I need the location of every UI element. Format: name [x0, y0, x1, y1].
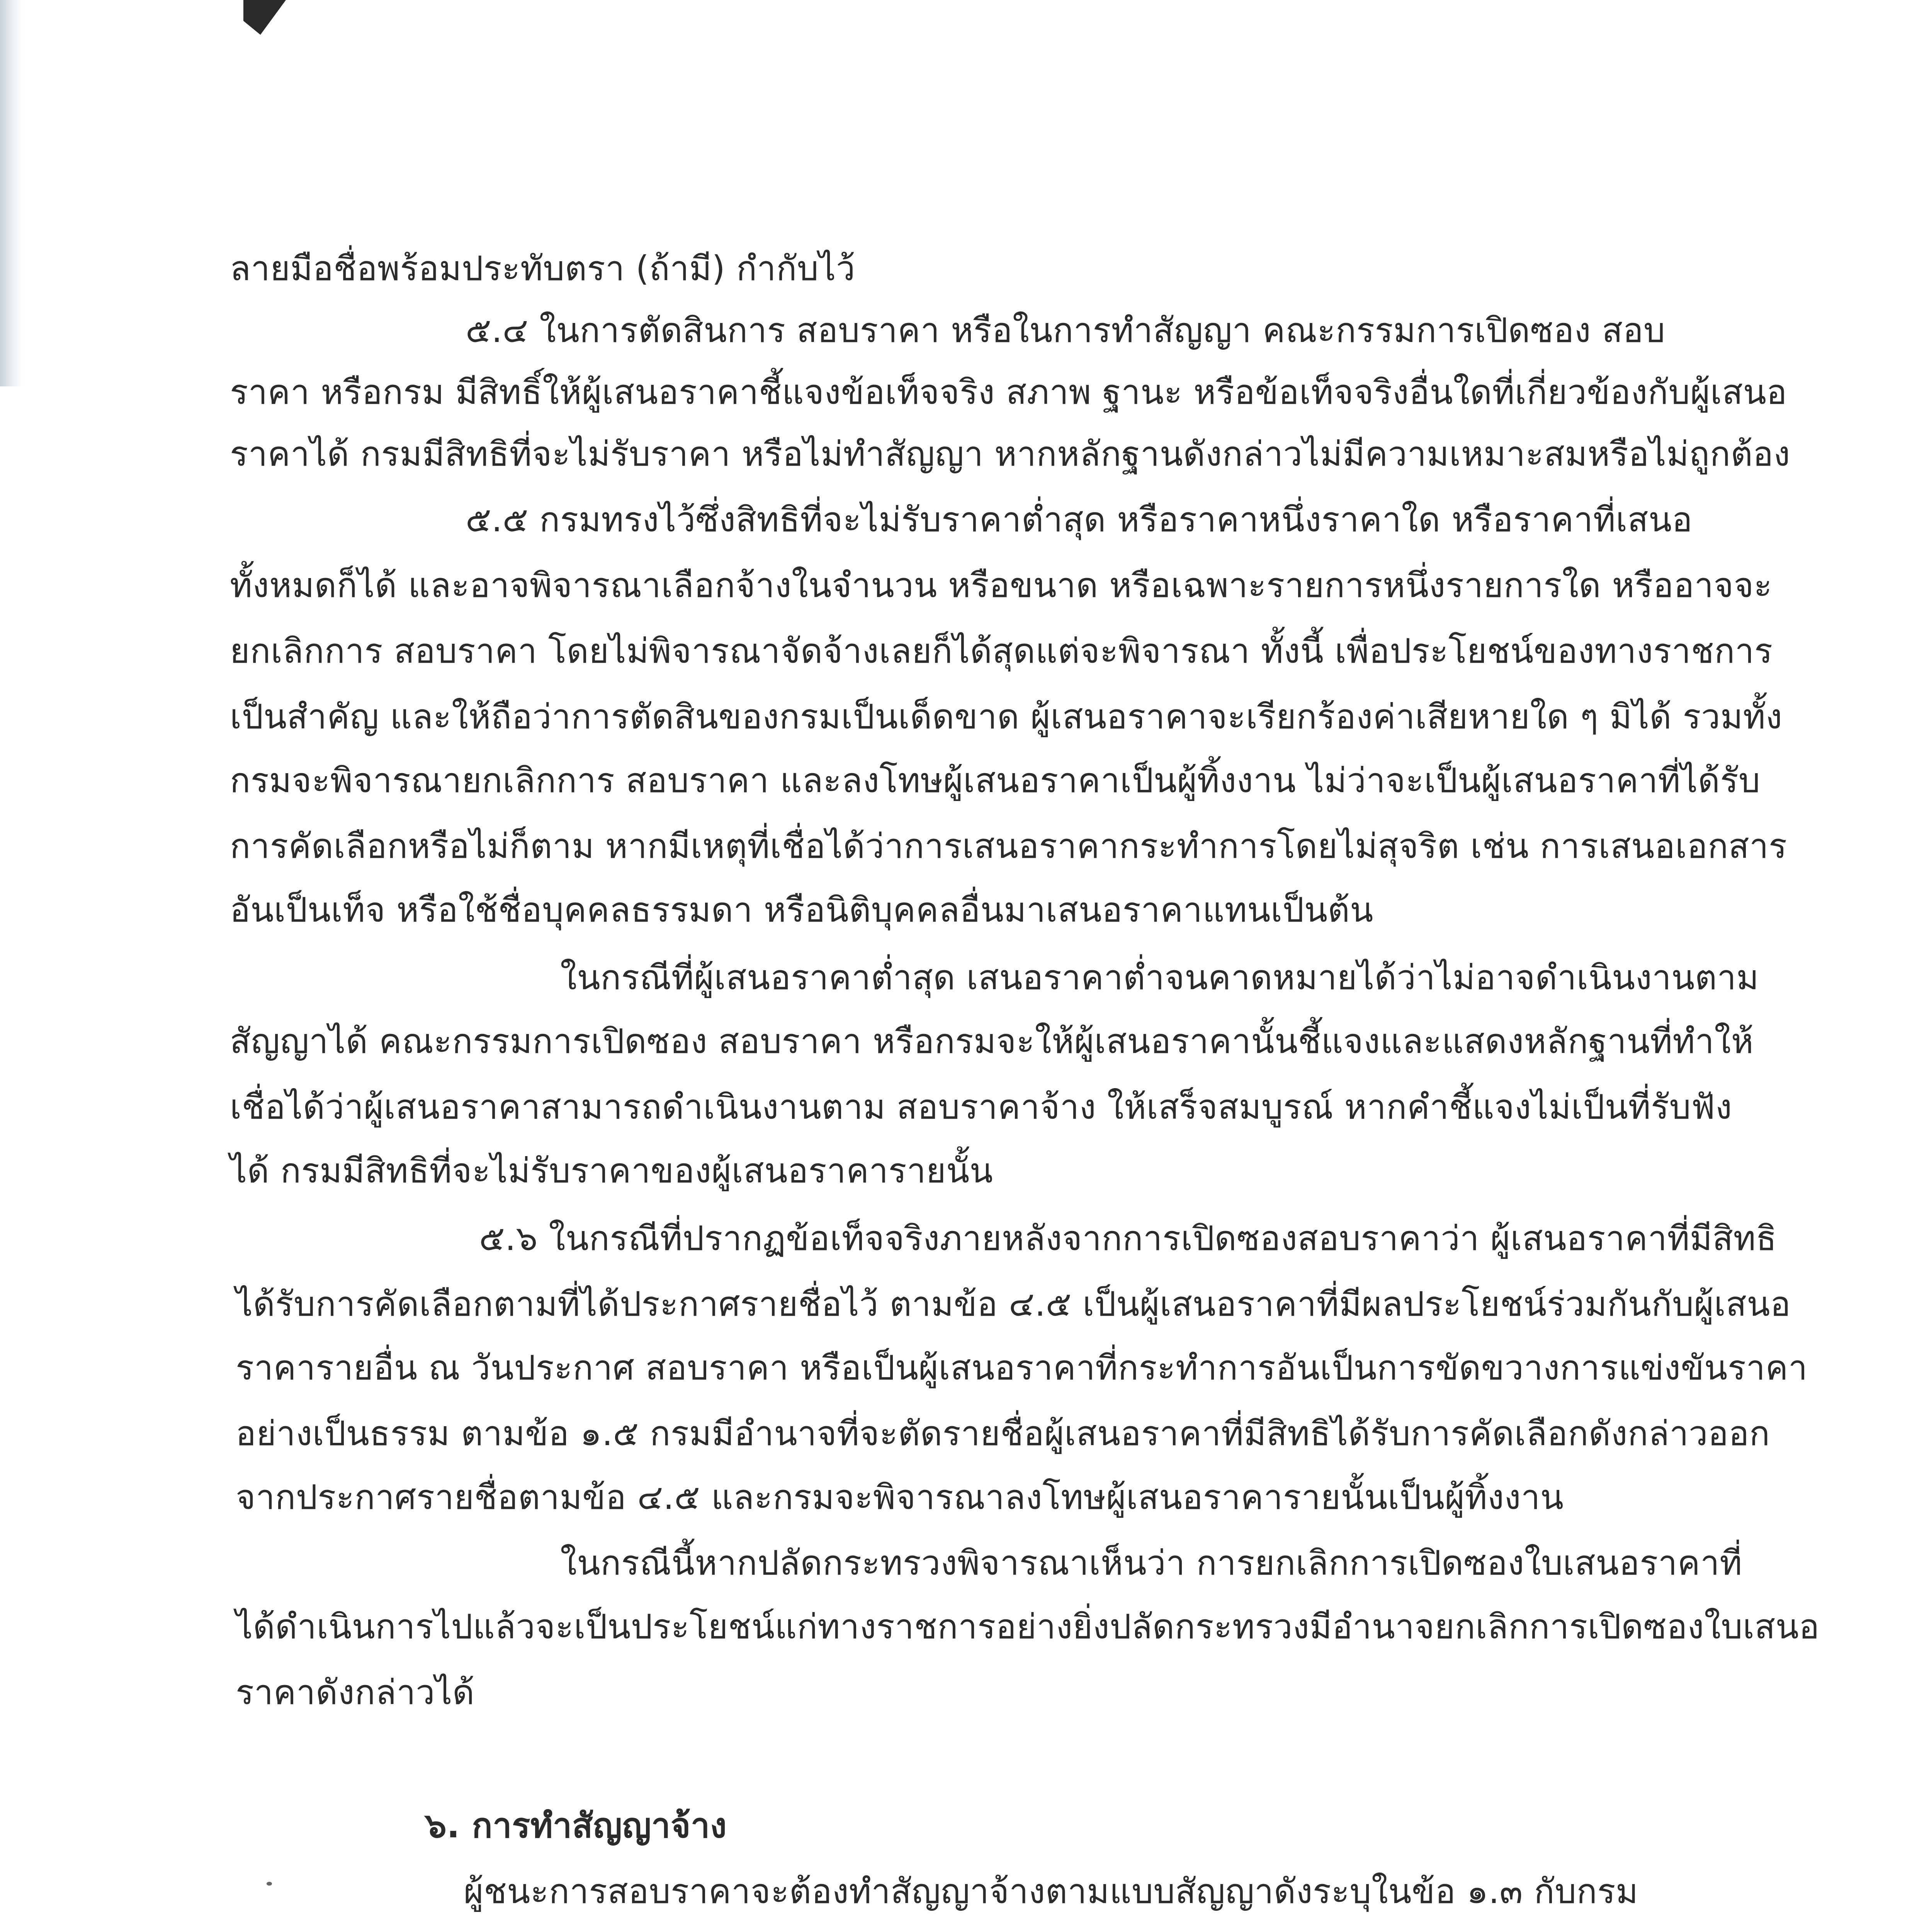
section-heading: ๖. การทำสัญญาจ้าง [425, 1806, 727, 1845]
text-line: เชื่อได้ว่าผู้เสนอราคาสามารถดำเนินงานตาม สอบราคาจ้าง ให้เสร็จสมบูรณ์ หากคำชี้แจงไม่เป็นที่รับฟัง [230, 1087, 1732, 1127]
text-line: เป็นสำคัญ และให้ถือว่าการตัดสินของกรมเป็นเด็ดขาด ผู้เสนอราคาจะเรียกร้องค่าเสียหายใด ๆ มิได้ รวมทั้ง [230, 697, 1783, 736]
text-line: ได้ กรมมีสิทธิที่จะไม่รับราคาของผู้เสนอราคารายนั้น [230, 1151, 993, 1190]
scan-corner-fold [243, 0, 286, 35]
text-line: ได้ดำเนินการไปแล้วจะเป็นประโยชน์แก่ทางราชการอย่างยิ่งปลัดกระทรวงมีอำนาจยกเลิกการเปิดซองใบเสนอ [236, 1607, 1820, 1646]
text-line: ผู้ชนะการสอบราคาจะต้องทำสัญญาจ้างตามแบบสัญญาดังระบุในข้อ ๑.๓ กับกรม [464, 1871, 1638, 1911]
text-line: อันเป็นเท็จ หรือใช้ชื่อบุคคลธรรมดา หรือนิติบุคคลอื่นมาเสนอราคาแทนเป็นต้น [230, 890, 1373, 930]
text-line: อย่างเป็นธรรม ตามข้อ ๑.๕ กรมมีอำนาจที่จะตัดรายชื่อผู้เสนอราคาที่มีสิทธิได้รับการคัดเลือกดังกล่าวออก [236, 1413, 1770, 1453]
text-line: กรมจะพิจารณายกเลิกการ สอบราคา และลงโทษผู้เสนอราคาเป็นผู้ทิ้งงาน ไม่ว่าจะเป็นผู้เสนอราคาที่ได้รับ [230, 760, 1761, 800]
text-line: ราคาดังกล่าวได้ [236, 1672, 475, 1712]
scan-shadow [0, 0, 23, 386]
text-line: ยกเลิกการ สอบราคา โดยไม่พิจารณาจัดจ้างเลยก็ได้สุดแต่จะพิจารณา ทั้งนี้ เพื่อประโยชน์ของทางราชการ [230, 631, 1773, 671]
text-line: ราคา หรือกรม มีสิทธิ์ให้ผู้เสนอราคาชี้แจงข้อเท็จจริง สภาพ ฐานะ หรือข้อเท็จจริงอื่นใดที่เกี่ยวข้องกับผู้เสนอ [230, 372, 1787, 412]
text-line: ได้รับการคัดเลือกตามที่ได้ประกาศรายชื่อไว้ ตามข้อ ๔.๕ เป็นผู้เสนอราคาที่มีผลประโยชน์ร่วมกันกับผู้เสนอ [236, 1284, 1791, 1324]
text-line: ในกรณีนี้หากปลัดกระทรวงพิจารณาเห็นว่า การยกเลิกการเปิดซองใบเสนอราคาที่ [560, 1543, 1742, 1583]
text-line: ในกรณีที่ผู้เสนอราคาต่ำสุด เสนอราคาต่ำจนคาดหมายได้ว่าไม่อาจดำเนินงานตาม [560, 957, 1759, 997]
text-line: ๕.๔ ในการตัดสินการ สอบราคา หรือในการทำสัญญา คณะกรรมการเปิดซอง สอบ [466, 310, 1665, 350]
text-line: ลายมือชื่อพร้อมประทับตรา (ถ้ามี) กำกับไว้ [230, 248, 855, 288]
text-line: ราคารายอื่น ณ วันประกาศ สอบราคา หรือเป็นผู้เสนอราคาที่กระทำการอันเป็นการขัดขวางการแข่งขันราคา [236, 1348, 1808, 1388]
text-line: ทั้งหมดก็ได้ และอาจพิจารณาเลือกจ้างในจำนวน หรือขนาด หรือเฉพาะรายการหนึ่งรายการใด หรืออาจจะ [230, 565, 1773, 605]
text-line: ๕.๕ กรมทรงไว้ซึ่งสิทธิที่จะไม่รับราคาต่ำสุด หรือราคาหนึ่งราคาใด หรือราคาที่เสนอ [466, 500, 1693, 539]
text-line: สัญญาได้ คณะกรรมการเปิดซอง สอบราคา หรือกรมจะให้ผู้เสนอราคานั้นชี้แจงและแสดงหลักฐานที่ทำให้ [230, 1021, 1754, 1061]
text-line: จากประกาศรายชื่อตามข้อ ๔.๕ และกรมจะพิจารณาลงโทษผู้เสนอราคารายนั้นเป็นผู้ทิ้งงาน [236, 1477, 1564, 1517]
text-line: ราคาได้ กรมมีสิทธิที่จะไม่รับราคา หรือไม่ทำสัญญา หากหลักฐานดังกล่าวไม่มีความเหมาะสมหรือไม่ถูกต้อง [230, 434, 1790, 474]
scan-speck [267, 1882, 272, 1886]
text-line: ๕.๖ ในกรณีที่ปรากฏข้อเท็จจริงภายหลังจากการเปิดซองสอบราคาว่า ผู้เสนอราคาที่มีสิทธิ [479, 1218, 1777, 1258]
text-line: การคัดเลือกหรือไม่ก็ตาม หากมีเหตุที่เชื่อได้ว่าการเสนอราคากระทำการโดยไม่สุจริต เช่น การเสนอเอกสาร [230, 826, 1787, 866]
